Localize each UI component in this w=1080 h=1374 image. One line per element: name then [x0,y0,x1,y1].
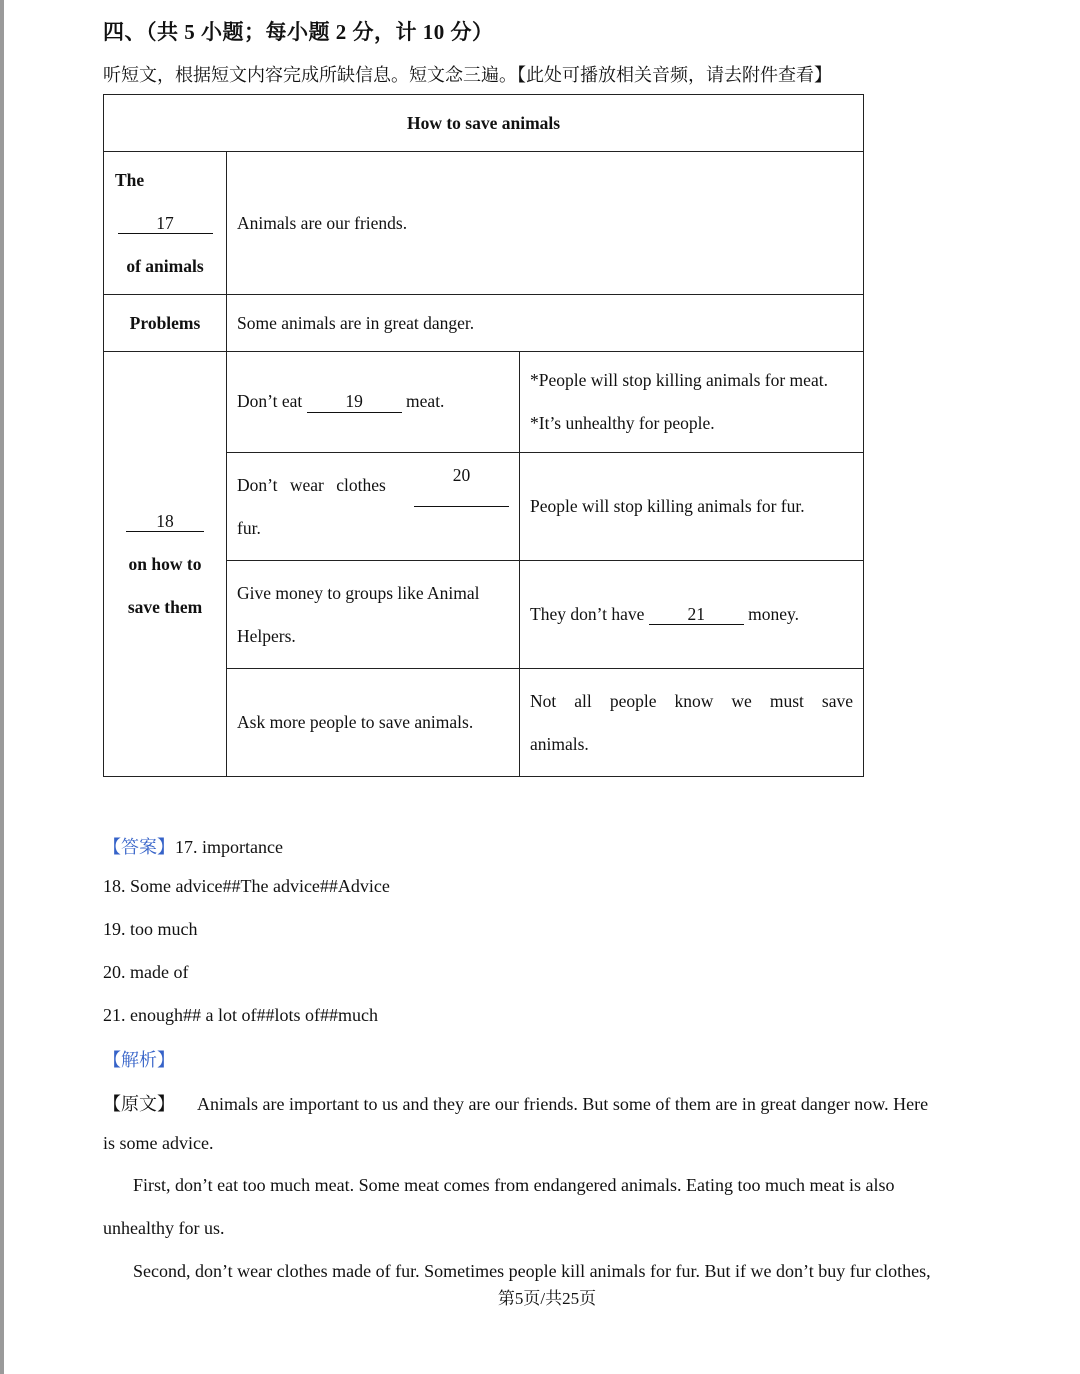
answer-item-21: 21. enough## a lot of##lots of##much [103,1005,378,1025]
source-p1-line1: Animals are important to us and they are our friends. But some of them are in great danger now. Here [197,1094,929,1114]
row1-left-top: The [115,169,145,190]
answer-label: 【答案】 [103,837,175,857]
row1-left-bottom: of animals [126,255,204,276]
advice-cell-4: Ask more people to save animals. [227,669,520,777]
reason-4-line2: animals. [530,733,589,754]
reason-cell-2: People will stop killing animals for fur. [520,453,864,561]
reason-4-line1: Not all people know we must save [530,690,854,711]
section-instruction: 听短文，根据短文内容完成所缺信息。短文念三遍。【此处可播放相关音频，请去附件查看】 [103,65,832,85]
info-table [103,94,864,777]
advice-3-line1: Give money to groups like Animal [237,582,480,603]
advice-3-line2: Helpers. [237,625,296,646]
advice-cell-1 [227,352,520,453]
table-title: How to save animals [104,95,864,152]
advice-cell-2 [227,453,520,561]
blank-19: 19 [307,392,402,412]
advice-left-line2: on how to [128,553,202,574]
advice-left-cell [104,352,227,777]
answer-item-17: 17. importance [175,837,283,857]
row1-content: Animals are our friends. [227,152,864,295]
reason-3-pre: They don’t have [530,603,645,624]
reason-cell-1 [520,352,864,453]
blank-20: 20 [414,464,509,507]
answer-line-1 [103,833,283,859]
answer-item-19: 19. too much [103,919,198,939]
source-p2-line2: unhealthy for us. [103,1218,225,1238]
row2-left: Problems [104,295,227,352]
blank-18: 18 [126,512,204,532]
reason-3-post: money. [748,603,799,624]
advice-2-pre: Don’t wear clothes [237,474,386,495]
reason-cell-3 [520,561,864,669]
page-number: 第5页/共25页 [497,1289,597,1308]
answer-item-20: 20. made of [103,962,189,982]
advice-cell-3 [227,561,520,669]
advice-2-post: fur. [237,517,261,538]
source-label: 【原文】 [103,1094,175,1114]
reason-cell-4 [520,669,864,777]
source-line-1 [103,1090,1003,1116]
row1-left-cell [104,152,227,295]
page-left-edge [0,0,4,1374]
source-p3-line1: Second, don’t wear clothes made of fur. Sometimes people kill animals for fur. But if we don’t buy fur clothes, [133,1261,931,1281]
advice-left-line3: save them [127,596,203,617]
reason-1-line2: *It’s unhealthy for people. [530,413,715,433]
section-title: 四、（共 5 小题；每小题 2 分，计 10 分） [103,20,494,44]
advice-1-pre: Don’t eat [237,391,303,412]
reason-1-line1: *People will stop killing animals for meat. [530,370,828,390]
row2-content: Some animals are in great danger. [227,295,864,352]
source-p2-line1: First, don’t eat too much meat. Some meat comes from endangered animals. Eating too much meat is also [133,1175,895,1195]
source-p1-line2: is some advice. [103,1133,214,1153]
advice-1-post: meat. [406,391,445,412]
blank-21: 21 [649,605,744,625]
answer-item-18: 18. Some advice##The advice##Advice [103,876,390,896]
analysis-label: 【解析】 [103,1050,175,1070]
blank-17: 17 [118,214,213,234]
